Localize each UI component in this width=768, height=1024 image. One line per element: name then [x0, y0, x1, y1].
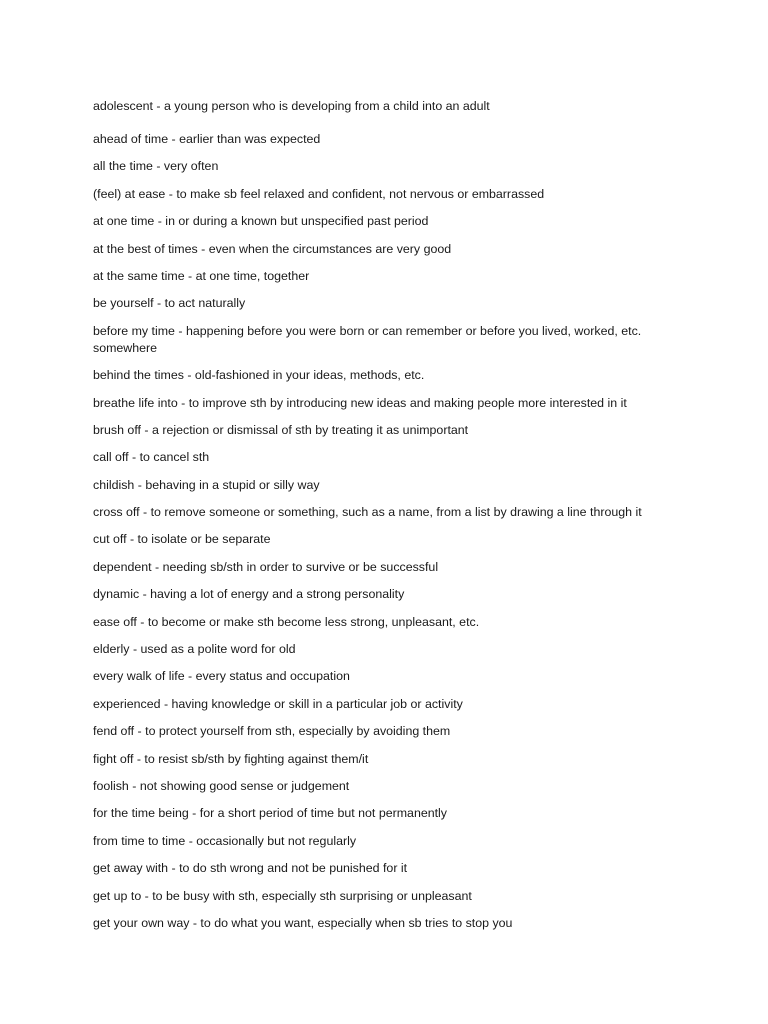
vocab-entry: from time to time - occasionally but not regularly: [93, 833, 357, 848]
vocab-entry: (feel) at ease - to make sb feel relaxed and confident, not nervous or embarrassed: [93, 186, 545, 201]
vocab-entry: foolish - not showing good sense or judgement: [93, 778, 350, 793]
vocab-entry: before my time - happening before you were born or can remember or before you lived, worked, etc. somewhere: [93, 323, 642, 355]
vocab-entry: at one time - in or during a known but unspecified past period: [93, 214, 429, 229]
vocab-entry: at the best of times - even when the circumstances are very good: [93, 241, 452, 256]
vocab-entry: experienced - having knowledge or skill in a particular job or activity: [93, 696, 463, 711]
vocab-entry: adolescent - a young person who is developing from a child into an adult: [93, 99, 490, 113]
vocab-entry: brush off - a rejection or dismissal of sth by treating it as unimportant: [93, 422, 469, 437]
vocab-entry: all the time - very often: [93, 159, 219, 174]
vocab-entry: cut off - to isolate or be separate: [93, 532, 271, 547]
vocab-entry: for the time being - for a short period of time but not permanently: [93, 806, 448, 821]
vocab-entry: ease off - to become or make sth become less strong, unpleasant, etc.: [93, 614, 480, 629]
vocab-entry: breathe life into - to improve sth by introducing new ideas and making people more interested in it: [93, 395, 627, 410]
vocab-entry: be yourself - to act naturally: [93, 296, 246, 311]
vocab-entry: every walk of life - every status and occupation: [93, 669, 350, 684]
vocab-entry: at the same time - at one time, together: [93, 268, 310, 283]
document-page: [93, 98, 693, 942]
vocab-entry: fight off - to resist sb/sth by fighting against them/it: [93, 751, 369, 766]
vocab-entry: fend off - to protect yourself from sth, especially by avoiding them: [93, 724, 451, 739]
vocab-entry: call off - to cancel sth: [93, 450, 210, 465]
vocab-entry: cross off - to remove someone or something, such as a name, from a list by drawing a line through it: [93, 505, 642, 520]
vocab-entry: get up to - to be busy with sth, especially sth surprising or unpleasant: [93, 888, 472, 903]
vocab-entry: get your own way - to do what you want, especially when sb tries to stop you: [93, 915, 513, 930]
vocab-entry: dynamic - having a lot of energy and a strong personality: [93, 587, 405, 602]
vocab-entry: childish - behaving in a stupid or silly way: [93, 477, 320, 492]
vocab-entry: dependent - needing sb/sth in order to survive or be successful: [93, 559, 439, 574]
vocab-entry: ahead of time - earlier than was expected: [93, 132, 321, 146]
vocab-entry: get away with - to do sth wrong and not be punished for it: [93, 861, 408, 876]
vocab-entry: elderly - used as a polite word for old: [93, 642, 296, 657]
vocab-entry: behind the times - old-fashioned in your ideas, methods, etc.: [93, 368, 425, 383]
